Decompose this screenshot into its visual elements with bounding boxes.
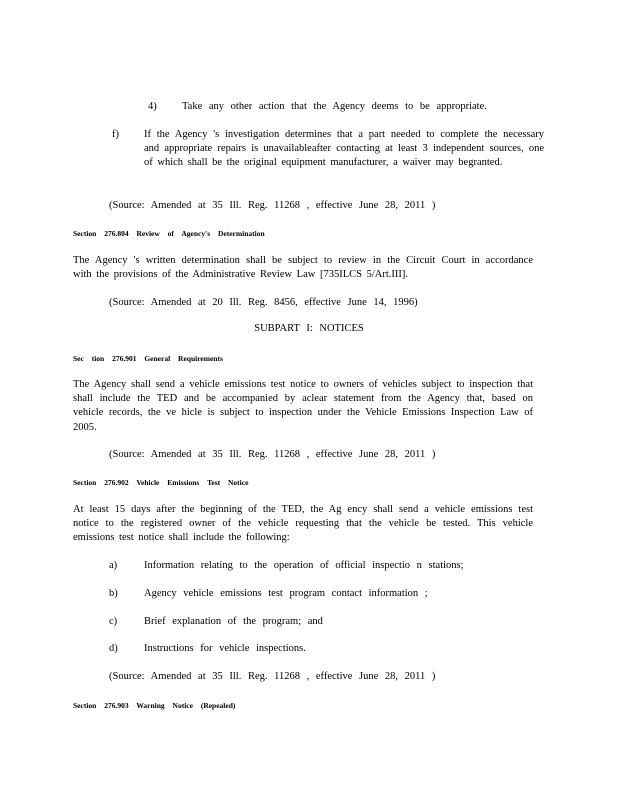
list-item-a-number: a) [109, 560, 118, 571]
list-item-b-text: Agency vehicle emissions test program contact information ; [144, 588, 428, 599]
list-item-c-number: c) [109, 616, 118, 627]
list-item-a-text: Information relating to the operation of official inspectio n stations; [144, 560, 464, 571]
section-804-body: The Agency 's written determination shall be subject to review in the Circuit Court in accordance with the provisions of the Administrative Review Law [735ILCS 5/Art.III]. [73, 255, 533, 281]
source-note-4: (Source: Amended at 35 Ill. Reg. 11268 , effective June 28, 2011 ) [109, 671, 436, 682]
list-item-c-text: Brief explanation of the program; and [144, 616, 323, 627]
section-903-heading: Section 276.903 Warning Notice (Repealed) [73, 701, 236, 710]
section-901-body: The Agency shall send a vehicle emissions test notice to owners of vehicles subject to inspection that shall include the TED and be accompanied by aclear statement from the Agency that, based on vehicle records, the ve hicle is subject to inspection under the Vehicle Emissions Inspection Law of 2005. [73, 379, 533, 433]
item-4-number: 4) [148, 101, 157, 112]
subpart-title: SUBPART I: NOTICES [254, 323, 364, 334]
source-note-1: (Source: Amended at 35 Ill. Reg. 11268 , effective June 28, 2011 ) [109, 200, 436, 211]
item-4-text: Take any other action that the Agency deems to be appropriate. [182, 101, 487, 112]
source-note-2: (Source: Amended at 20 Ill. Reg. 8456, effective June 14, 1996) [109, 297, 418, 308]
section-901-heading: Sec tion 276.901 General Requirements [73, 354, 223, 363]
section-804-heading: Section 276.804 Review of Agency's Determination [73, 229, 265, 238]
list-item-d-number: d) [109, 643, 118, 654]
list-item-b-number: b) [109, 588, 118, 599]
item-f-number: f) [112, 129, 119, 140]
source-note-3: (Source: Amended at 35 Ill. Reg. 11268 , effective June 28, 2011 ) [109, 449, 436, 460]
section-902-heading: Section 276.902 Vehicle Emissions Test Notice [73, 478, 249, 487]
item-f-text: If the Agency 's investigation determines that a part needed to complete the necessary and appropriate repairs is unavailableafter contacting at least 3 independent sources, one of which shall be the original equipment manufacturer, a waiver may begranted. [144, 129, 544, 169]
list-item-d-text: Instructions for vehicle inspections. [144, 643, 306, 654]
section-902-body: At least 15 days after the beginning of the TED, the Ag ency shall send a vehicle emissions test notice to the registered owner of the vehicle requesting that the vehicle be tested. This vehicle emissions test notice shall include the following: [73, 504, 533, 544]
